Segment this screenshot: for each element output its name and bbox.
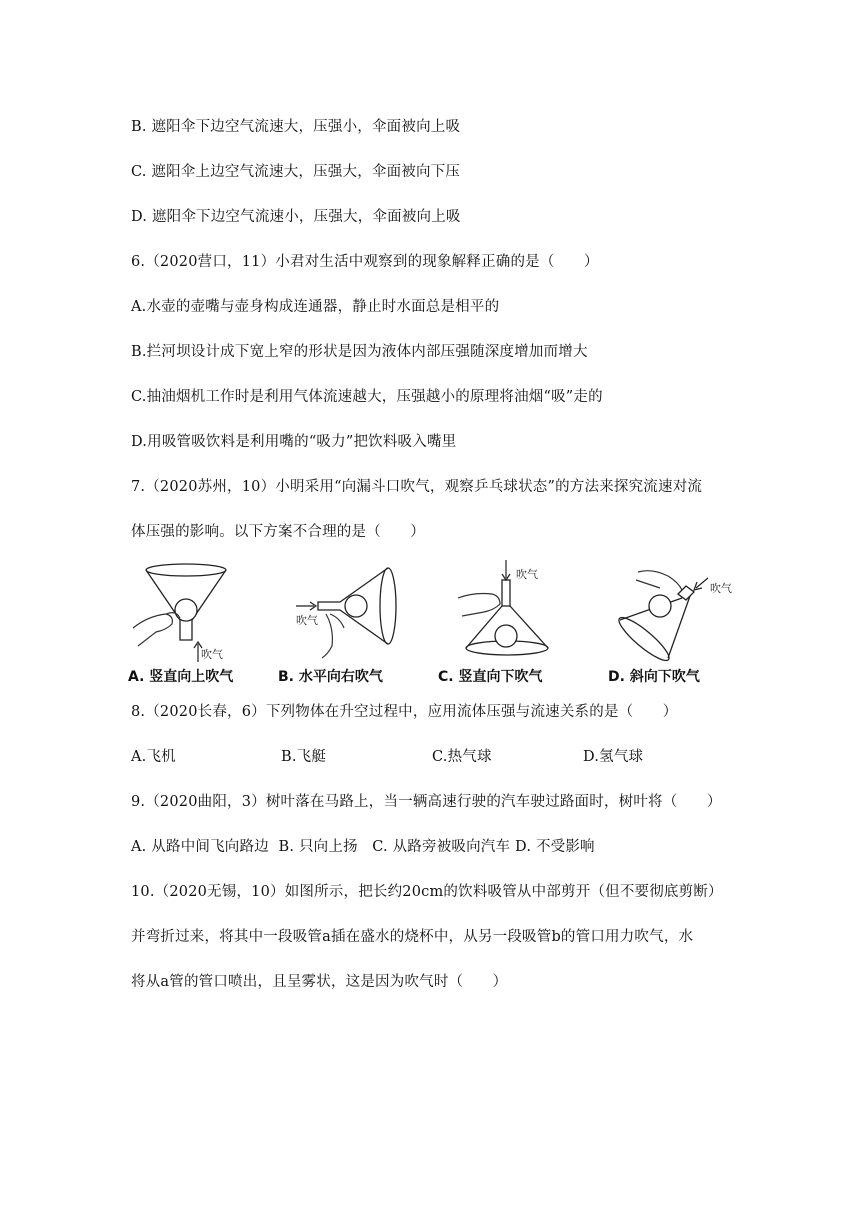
blow-label-b: 吹气 bbox=[296, 614, 318, 627]
q8-option-b: B.飞艇 bbox=[281, 749, 327, 765]
q7-figures bbox=[128, 558, 738, 688]
funnel-oblique-illustration bbox=[608, 558, 758, 668]
q8-option-a: A.飞机 bbox=[131, 749, 176, 765]
funnel-down-illustration bbox=[438, 558, 588, 668]
q8-option-c: C.热气球 bbox=[432, 749, 492, 765]
q5-option-d: D. 遮阳伞下边空气流速小，压强大，伞面被向上吸 bbox=[131, 209, 461, 225]
figure-d-caption: D. 斜向下吹气 bbox=[608, 669, 700, 685]
figure-b-caption: B. 水平向右吹气 bbox=[278, 669, 383, 685]
q5-option-c: C. 遮阳伞上边空气流速大，压强大，伞面被向下压 bbox=[131, 164, 461, 180]
figure-b bbox=[278, 558, 428, 688]
q9-options: A. 从路中间飞向路边 B. 只向上扬 C. 从路旁被吸向汽车 D. 不受影响 bbox=[131, 839, 595, 855]
figure-c-caption: C. 竖直向下吹气 bbox=[438, 669, 543, 685]
q5-option-b: B. 遮阳伞下边空气流速大，压强小，伞面被向上吸 bbox=[131, 119, 461, 135]
blow-label-d: 吹气 bbox=[710, 582, 732, 595]
figure-a-caption: A. 竖直向上吹气 bbox=[128, 669, 234, 685]
q7-stem-line2: 体压强的影响。以下方案不合理的是（ ） bbox=[131, 524, 425, 540]
figure-c bbox=[438, 558, 588, 688]
figure-a bbox=[128, 558, 278, 688]
blow-label-c: 吹气 bbox=[516, 568, 538, 581]
q10-stem-line1: 10.（2020无锡，10）如图所示，把长约20cm的饮料吸管从中部剪开（但不要彻底剪断） bbox=[131, 884, 723, 900]
q9-stem: 9.（2020曲阳，3）树叶落在马路上，当一辆高速行驶的汽车驶过路面时，树叶将（ ） bbox=[131, 794, 722, 810]
q7-stem-line1: 7.（2020苏州，10）小明采用“向漏斗口吹气，观察乒乓球状态”的方法来探究流速对流 bbox=[131, 479, 703, 495]
q6-stem: 6.（2020营口，11）小君对生活中观察到的现象解释正确的是（ ） bbox=[131, 254, 599, 270]
q8-options bbox=[131, 748, 731, 766]
q8-option-d: D.氢气球 bbox=[583, 749, 644, 765]
q10-stem-line3: 将从a管的管口喷出，且呈雾状，这是因为吹气时（ ） bbox=[131, 974, 508, 990]
q10-stem-line2: 并弯折过来，将其中一段吸管a插在盛水的烧杯中，从另一段吸管b的管口用力吹气，水 bbox=[131, 929, 694, 945]
q6-option-c: C.抽油烟机工作时是利用气体流速越大，压强越小的原理将油烟“吸”走的 bbox=[131, 389, 603, 405]
blow-label-a: 吹气 bbox=[201, 648, 223, 661]
q8-stem: 8.（2020长春，6）下列物体在升空过程中，应用流体压强与流速关系的是（ ） bbox=[131, 704, 678, 720]
q6-option-b: B.拦河坝设计成下宽上窄的形状是因为液体内部压强随深度增加而增大 bbox=[131, 344, 588, 360]
q6-option-a: A.水壶的壶嘴与壶身构成连通器，静止时水面总是相平的 bbox=[131, 299, 500, 315]
figure-d bbox=[608, 558, 758, 688]
q6-option-d: D.用吸管吸饮料是利用嘴的“吸力”把饮料吸入嘴里 bbox=[131, 434, 457, 450]
